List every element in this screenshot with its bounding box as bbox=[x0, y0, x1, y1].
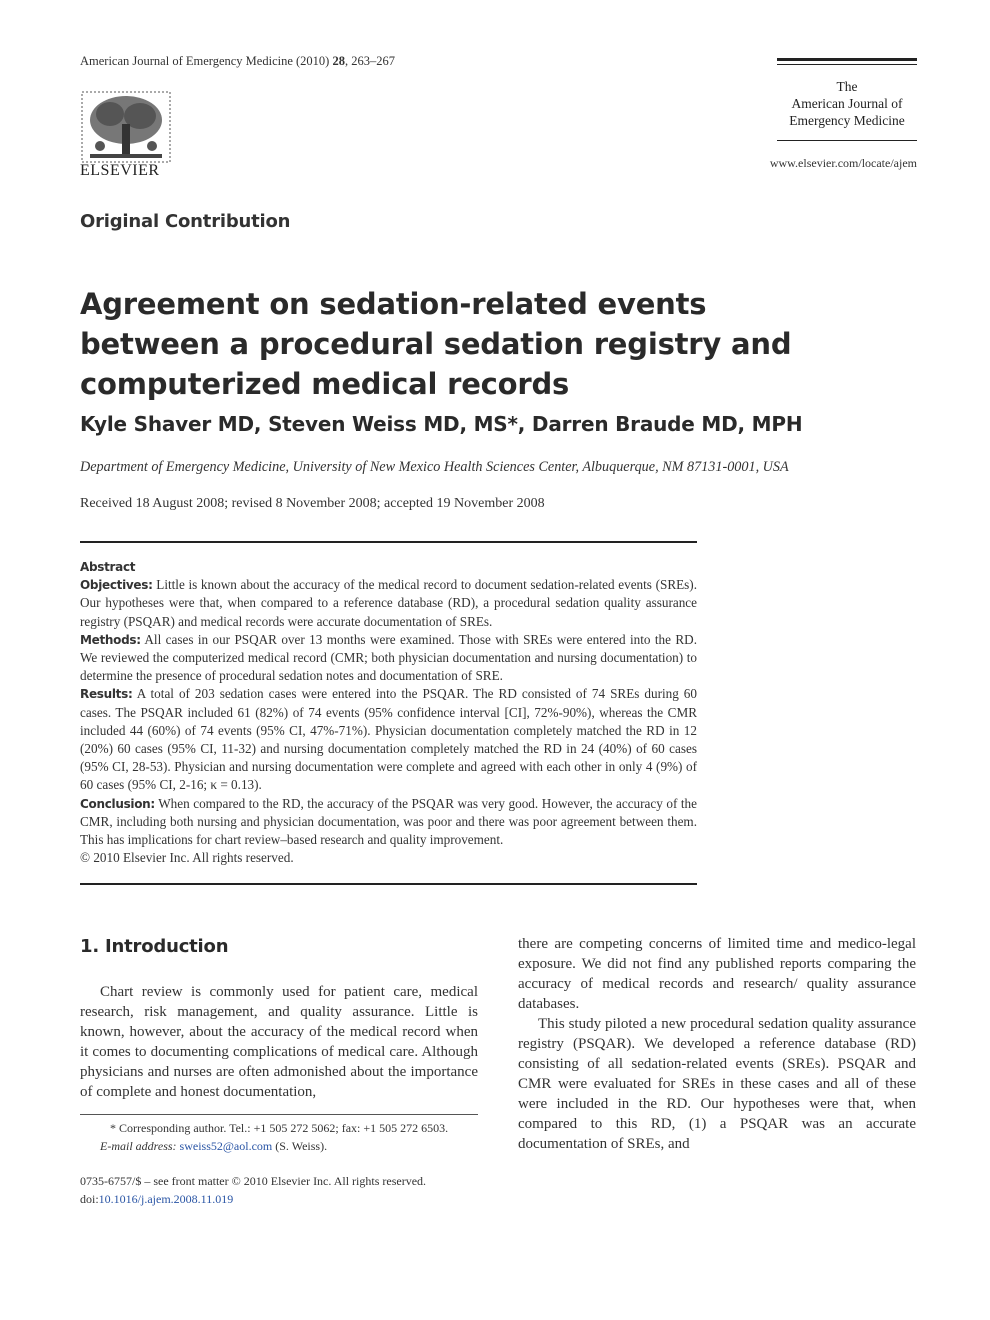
paragraph: there are competing concerns of limited time and medico-legal exposure. We did not find any published reports comparing the accuracy of medical records and research/ quality assurance databases. bbox=[518, 936, 916, 1012]
doi-line bbox=[80, 1190, 478, 1208]
journal-reference bbox=[80, 54, 395, 69]
journal-url[interactable]: www.elsevier.com/locate/ajem bbox=[769, 156, 917, 170]
results-text: A total of 203 sedation cases were entered into the PSQAR. The RD consisted of 74 SREs during 60 cases. The PSQAR included 61 (82%) of 74 events (95% confidence interval [CI], 72%-90%), whereas the CMR included 44 (60%) of 74 events (95% CI, 47%-71%). Physician documentation completely matched the RD in 12 (20%) 60 cases (95% CI, 11-32) and nursing documentation completely matched the RD in 24 (40%) of 60 cases (95% CI, 28-53). Physician and nursing documentation were complete and agreed with each other in only 4 (9%) of 60 cases (95% CI, 2-16; κ = 0.13). bbox=[80, 686, 697, 793]
abstract-conclusion bbox=[80, 795, 697, 850]
body-column-right bbox=[518, 934, 916, 1154]
header-rule bbox=[777, 58, 917, 61]
front-matter bbox=[80, 1172, 478, 1208]
abstract-rule-top bbox=[80, 541, 697, 543]
journal-volume: 28 bbox=[332, 54, 345, 68]
journal-name bbox=[777, 78, 917, 129]
header-rule bbox=[777, 64, 917, 65]
journal-name-line1: The bbox=[836, 79, 858, 94]
email-link[interactable]: sweiss52@aol.com bbox=[179, 1139, 273, 1153]
abstract-objectives bbox=[80, 576, 697, 631]
body-column-left bbox=[80, 982, 478, 1102]
objectives-label: Objectives: bbox=[80, 578, 153, 593]
journal-ref-prefix: American Journal of Emergency Medicine (2010) bbox=[80, 54, 333, 68]
footnote bbox=[80, 1119, 478, 1155]
section-type: Original Contribution bbox=[80, 211, 291, 232]
issn-line: 0735-6757/$ – see front matter © 2010 Elsevier Inc. All rights reserved. bbox=[80, 1174, 427, 1188]
paragraph: This study piloted a new procedural sedation quality assurance registry (PSQAR). We developed a reference database (RD) consisting of all sedation-related events (SREs). PSQAR and CMR were evaluated for SREs in these cases and all of these were included in the RD. Our hypotheses were that, when compared to this RD, (1) a PSQAR was an accurate documentation of SREs, and bbox=[518, 1016, 916, 1152]
abstract-rule-bottom bbox=[80, 883, 697, 885]
results-label: Results: bbox=[80, 687, 133, 702]
methods-label: Methods: bbox=[80, 632, 141, 647]
journal-name-line3: Emergency Medicine bbox=[789, 113, 905, 128]
affiliation: Department of Emergency Medicine, University of New Mexico Health Sciences Center, Albuquerque, NM 87131-0001, USA bbox=[80, 459, 789, 475]
doi-link[interactable]: 10.1016/j.ajem.2008.11.019 bbox=[98, 1192, 234, 1206]
footnote-rule bbox=[80, 1114, 478, 1115]
journal-pages: , 263–267 bbox=[344, 54, 395, 68]
methods-text: All cases in our PSQAR over 13 months were examined. Those with SREs were entered into the RD. We reviewed the computerized medical record (CMR; both physician documentation and nursing documentation) to determine the presence of procedural sedation notes and documentation of SRE. bbox=[80, 631, 697, 684]
conclusion-label: Conclusion: bbox=[80, 796, 155, 811]
corresponding-author: * Corresponding author. Tel.: +1 505 272 5062; fax: +1 505 272 6503. bbox=[110, 1121, 449, 1135]
abstract-heading: Abstract bbox=[80, 560, 136, 574]
email-suffix: (S. Weiss). bbox=[272, 1139, 328, 1153]
abstract bbox=[80, 558, 697, 867]
email-line bbox=[80, 1137, 478, 1155]
email-label: E-mail address: bbox=[100, 1139, 180, 1153]
article-title: Agreement on sedation-related events between a procedural sedation registry and computerized medical records bbox=[80, 287, 792, 401]
header-rule bbox=[777, 140, 917, 141]
doi-label: doi: bbox=[80, 1192, 99, 1206]
abstract-methods bbox=[80, 631, 697, 686]
journal-name-line2: American Journal of bbox=[791, 96, 903, 111]
objectives-text: Little is known about the accuracy of the medical record to document sedation-related events (SREs). Our hypotheses were that, when compared to a reference database (RD), a procedural sedation quality assurance registry (PSQAR) and medical records were accurate documentation of SREs. bbox=[80, 577, 697, 629]
conclusion-text: When compared to the RD, the accuracy of the PSQAR was very good. However, the accuracy of the CMR, including both nursing and physician documentation, was poor and there was poor agreement between them. This has implications for chart review–based research and quality improvement. bbox=[80, 795, 697, 848]
author-list: Kyle Shaver MD, Steven Weiss MD, MS*, Darren Braude MD, MPH bbox=[80, 412, 803, 436]
publisher-logo-text: ELSEVIER bbox=[80, 162, 160, 179]
abstract-copyright: © 2010 Elsevier Inc. All rights reserved. bbox=[80, 850, 294, 866]
abstract-results bbox=[80, 685, 697, 794]
paragraph: Chart review is commonly used for patient care, medical research, risk management, and quality assurance. Little is known, however, about the accuracy of the medical record when it comes to documenting complications of medical care. Although physicians and nurses are often admonished about the importance of complete and honest documentation, bbox=[80, 984, 478, 1100]
section-heading-introduction: 1. Introduction bbox=[80, 936, 229, 957]
article-dates: Received 18 August 2008; revised 8 November 2008; accepted 19 November 2008 bbox=[80, 496, 545, 511]
